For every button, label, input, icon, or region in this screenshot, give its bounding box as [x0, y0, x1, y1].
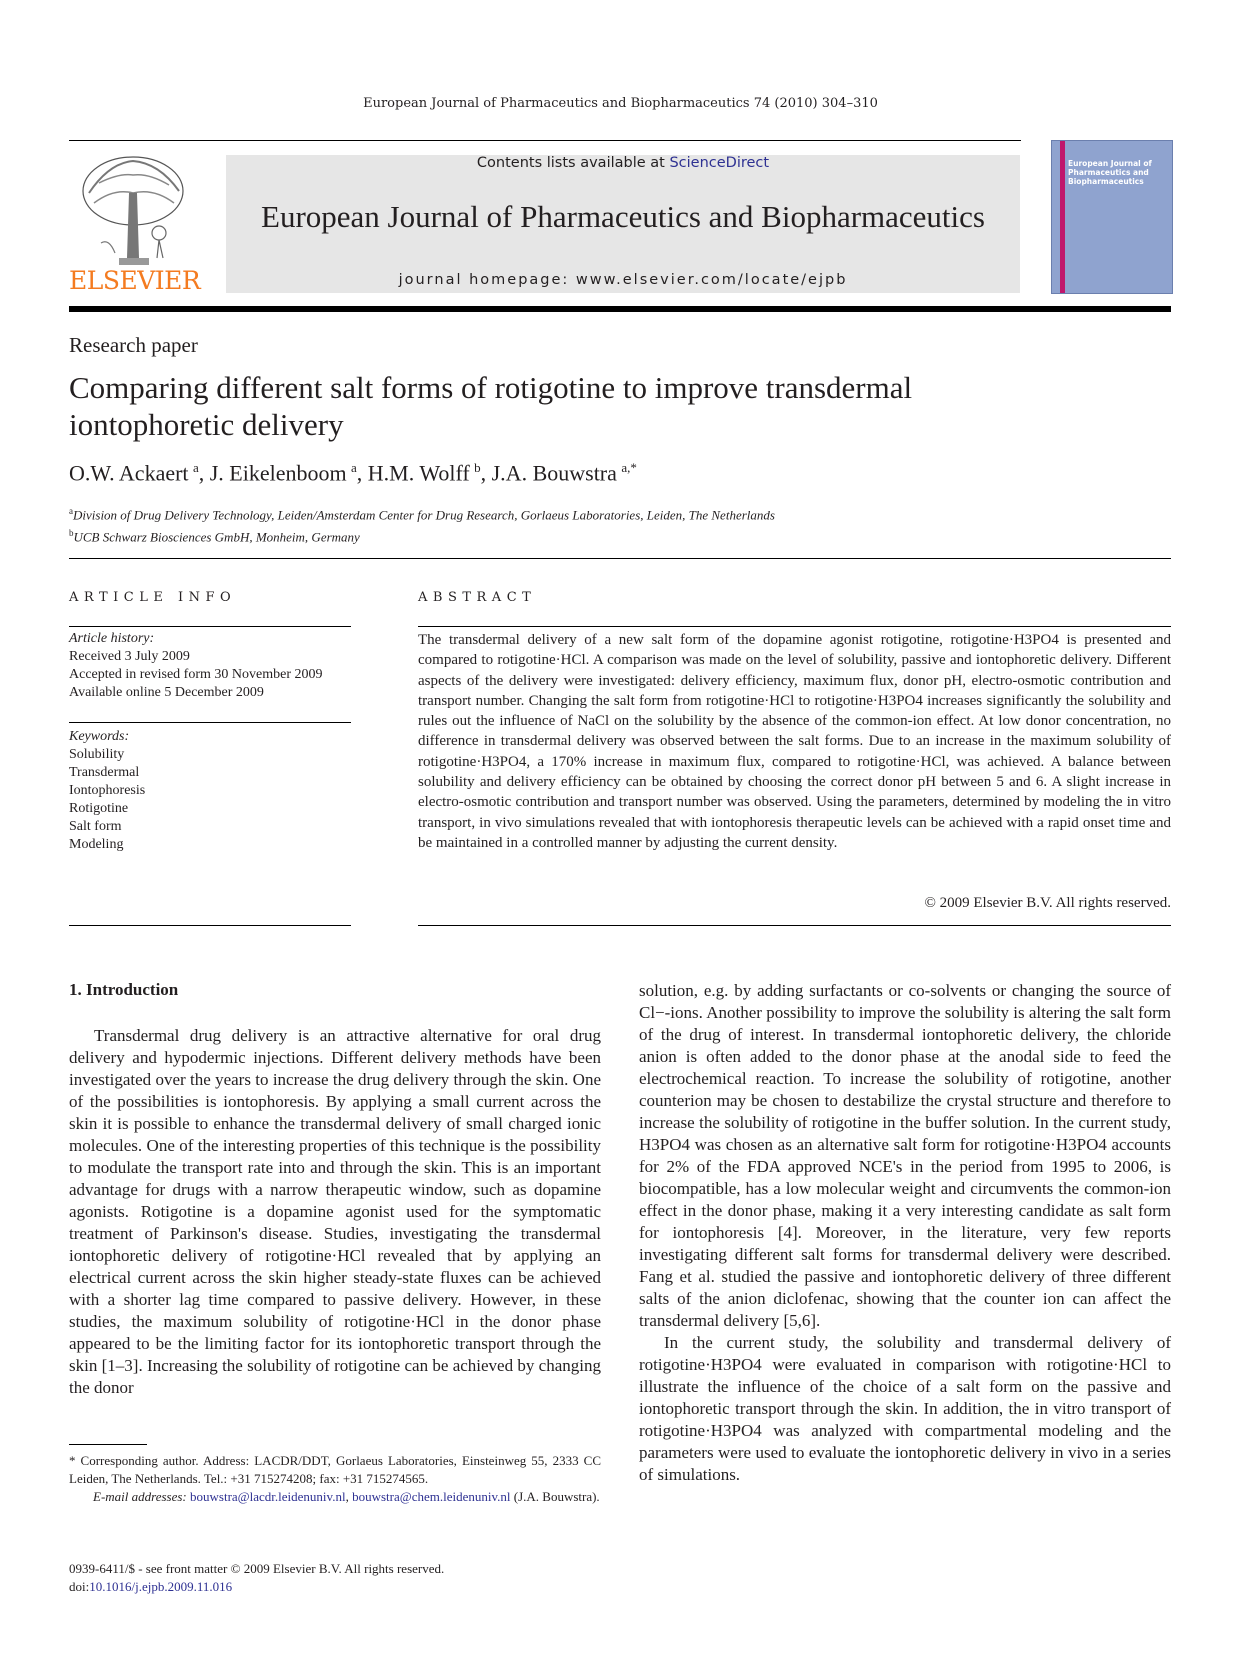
author: J. Eikelenboom [209, 460, 347, 486]
paragraph: Transdermal drug delivery is an attractive alternative for oral drug delivery and hypodermic injections. Different delivery methods have been investigated over the years to increase the drug delivery through the skin. One of the possibilities is iontophoresis. By applying a small current across the skin it is possible to enhance the transdermal delivery of small charged ionic molecules. One of the interesting properties of this technique is the possibility to modulate the transport rate into and through the skin. This is an important advantage for drugs with a narrow therapeutic window, such as dopamine agonists. Rotigotine is a dopamine agonist used for the symptomatic treatment of Parkinson's disease. Studies, investigating the transdermal iontophoretic delivery of rotigotine·HCl revealed that by applying an electrical current across the skin higher steady-state fluxes can be achieved with a shorter lag time compared to passive delivery. However, in these studies, the maximum solubility of rotigotine·HCl in the donor phase appeared to be the limiting factor for its iontophoretic transport through the skin [1–3]. Increasing the solubility of rotigotine can be achieved by changing the donor [69, 1026, 601, 1397]
article-history: Article history: Received 3 July 2009 Accepted in revised form 30 November 2009 Available online 5 December 2009 [69, 631, 323, 700]
keyword: Iontophoresis [69, 783, 146, 798]
divider [418, 626, 1171, 627]
elsevier-logo [69, 153, 199, 295]
body-column-left [69, 1025, 601, 1399]
paragraph: In the current study, the solubility and transdermal delivery of rotigotine·H3PO4 were evaluated in comparison with rotigotine·HCl to illustrate the influence of the choice of a salt form on the passive and iontophoretic transport through the skin. In addition, the in vitro transport of rotigotine·H3PO4 was analyzed with compartmental modeling and the parameters were used to evaluate the iontophoretic delivery in vivo in a series of simulations. [639, 1333, 1171, 1484]
header-top-rule [69, 140, 1021, 141]
elsevier-tree-icon [79, 153, 187, 268]
divider [418, 925, 1171, 926]
journal-cover-image [1051, 140, 1173, 294]
author: J.A. Bouwstra [491, 460, 617, 486]
article-info-heading: ARTICLE INFO [69, 590, 237, 605]
abstract-text: The transdermal delivery of a new salt form of the dopamine agonist rotigotine, rotigotine·H3PO4 is presented and compared to rotigotine·HCl. A comparison was made on the level of solubility, passive and iontophoretic delivery. Different aspects of the delivery were investigated: delivery efficiency, maximum flux, donor pH, electro-osmotic contribution and transport number. Changing the salt form from rotigotine·HCl to rotigotine·H3PO4 increases significantly the solubility and rules out the influence of NaCl on the solubility by the absence of the common-ion effect. At low donor concentration, no difference in transdermal delivery was observed between the salt forms. Due to an increase in the maximum solubility of rotigotine·H3PO4, a 170% increase in maximum flux, compared to rotigotine·HCl, was achieved. A balance between solubility and delivery efficiency can be obtained by choosing the correct donor pH between 5 and 6. A slight increase in electro-osmotic contribution and transport number was observed. Using the parameters, determined by modeling the in vitro transport, in vivo simulations revealed that with iontophoresis therapeutic levels can be achieved with a rapid onset time and be maintained in a controlled manner by adjusting the current density. [418, 632, 1171, 851]
sciencedirect-link[interactable]: ScienceDirect [669, 155, 770, 171]
header-thick-rule [69, 306, 1171, 312]
body-column-right [639, 980, 1171, 1486]
keyword: Modeling [69, 837, 124, 852]
divider [69, 925, 351, 926]
paragraph: solution, e.g. by adding surfactants or co-solvents or changing the source of Cl−-ions. Another possibility to improve the solubility is altering the salt form of the drug of interest. In transdermal iontophoretic delivery, the chloride anion is often added to the donor phase at the anodal side to feed the electrochemical reaction. To increase the solubility of rotigotine, another counterion may be chosen to destabilize the crystal structure and therefore to increase the solubility of rotigotine in the buffer solution. In the current study, H3PO4 was chosen as an alternative salt form for rotigotine·H3PO4 accounts for 2% of the FDA approved NCE's in the period from 1995 to 2006, is biocompatible, has a low molecular weight and circumvents the common-ion effect in the donor phase, making it a very interesting candidate as salt form for iontophoresis [4]. Moreover, in the literature, very few reports investigating different salt forms for transdermal delivery were described. Fang et al. studied the passive and iontophoretic delivery of three different salts of the anion diclofenac, showing that the counter ion can affect the transdermal delivery [5,6]. [639, 981, 1171, 1330]
author: O.W. Ackaert [69, 460, 189, 486]
abstract-copyright: © 2009 Elsevier B.V. All rights reserved. [924, 895, 1171, 911]
author: H.M. Wolff [367, 460, 470, 486]
email-link[interactable]: bouwstra@lacdr.leidenuniv.nl [190, 1489, 346, 1504]
affiliation: $^a$Division of Drug Delivery Technology, Leiden/Amsterdam Center for Drug Research, Gorlaeus Laboratories, Leiden, The Netherlands [69, 506, 775, 523]
article-type: Research paper [69, 333, 198, 357]
divider [69, 626, 351, 627]
journal-title: European Journal of Pharmaceutics and Biopharmaceutics [261, 199, 985, 234]
front-matter: 0939-6411/$ - see front matter © 2009 Elsevier B.V. All rights reserved. doi:10.1016/j.ejpb.2009.11.016 [69, 1561, 445, 1594]
article-title: Comparing different salt forms of rotigotine to improve transdermal iontophoretic delivery [69, 370, 913, 442]
publisher-name: ELSEVIER [69, 266, 201, 295]
doi-link[interactable]: 10.1016/j.ejpb.2009.11.016 [89, 1579, 233, 1594]
email-link[interactable]: bouwstra@chem.leidenuniv.nl [352, 1489, 511, 1504]
affiliation: $^b$UCB Schwarz Biosciences GmbH, Monheim, Germany [69, 528, 360, 545]
keyword: Solubility [69, 747, 125, 762]
keyword: Rotigotine [69, 801, 129, 816]
journal-banner [226, 155, 1020, 293]
keyword: Salt form [69, 819, 122, 834]
keywords: Keywords: Solubility Transdermal Iontophoresis Rotigotine Salt form Modeling [69, 728, 351, 854]
divider [69, 722, 351, 723]
author-list: O.W. Ackaert $^a$, J. Eikelenboom $^a$, H.M. Wolff $^b$, J.A. Bouwstra $^{a,*}$ [69, 460, 637, 486]
journal-reference: European Journal of Pharmaceutics and Biopharmaceutics 74 (2010) 304–310 [363, 96, 878, 111]
cover-title: European Journal of Pharmaceutics and Biopharmaceutics [1068, 159, 1152, 186]
contents-line: Contents lists available at ScienceDirect [476, 155, 770, 171]
footnote-rule [69, 1444, 147, 1445]
journal-homepage[interactable]: journal homepage: www.elsevier.com/locate/ejpb [398, 272, 848, 288]
affiliations [69, 502, 775, 547]
corresponding-author-note: * Corresponding author. Address: LACDR/DDT, Gorlaeus Laboratories, Einsteinweg 55, 2333 CC Leiden, The Netherlands. Tel.: +31 715274208; fax: +31 715274565. E-mail addresses: bouwstra@lacdr.leidenuniv.nl, bouwstra@chem.leidenuniv.nl (J.A. Bouwstra). [69, 1453, 601, 1504]
keyword: Transdermal [69, 765, 140, 780]
divider [69, 558, 1171, 559]
abstract-heading: ABSTRACT [418, 590, 537, 605]
section-heading: 1. Introduction [69, 980, 179, 999]
